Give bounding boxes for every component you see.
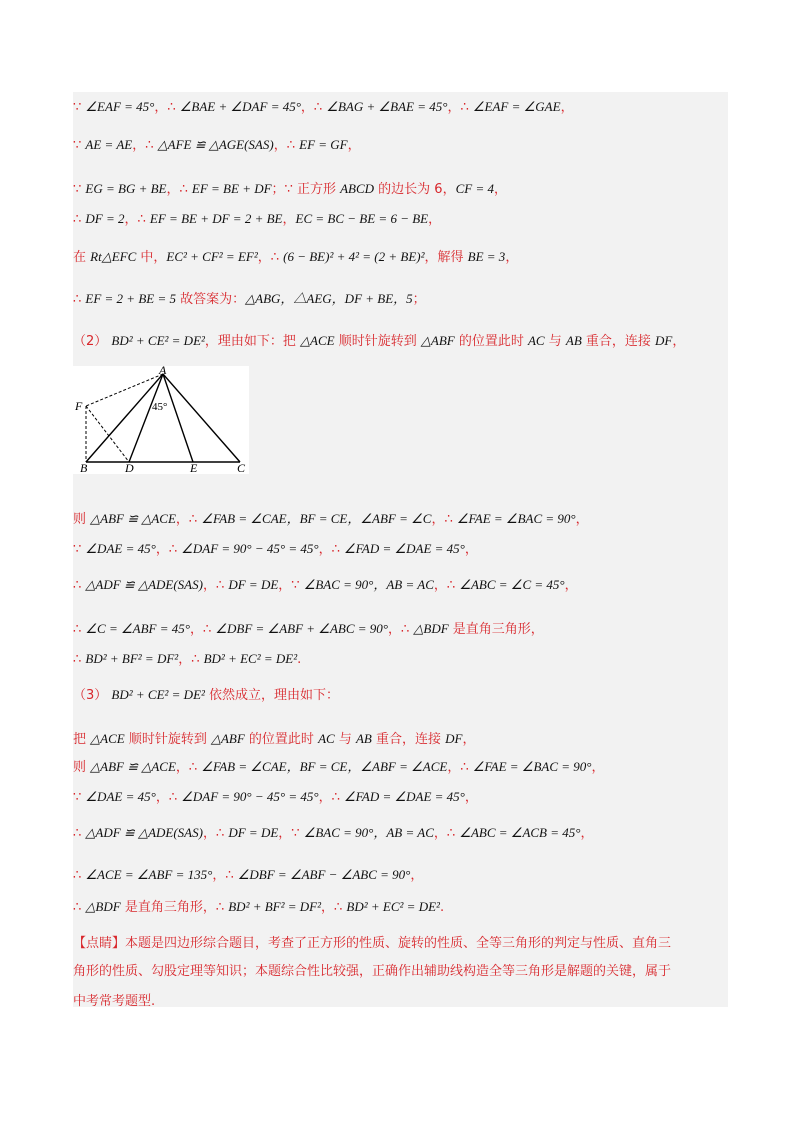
label-angle-45: 45° — [152, 401, 168, 413]
solution-line-5: 在 Rt△EFC 中，EC² + CF² = EF²，∴ (6 − BE)² + 4² = (2 + BE)²，解得 BE = 3， — [73, 249, 519, 265]
solution-line-17: ∴ △ADF ≌ △ADE(SAS)，∴ DF = DE，∵ ∠BAC = 90°，AB = AC，∴ ∠ABC = ∠ACB = 45°， — [73, 825, 594, 841]
segment-ab — [86, 374, 163, 462]
solution-line-11: ∴ ∠C = ∠ABF = 45°，∴ ∠DBF = ∠ABF + ∠ABC = 90°，∴ △BDF 是直角三角形， — [73, 621, 544, 637]
solution-line-14: 把 △ACE 顺时针旋转到 △ABF 的位置此时 AC 与 AB 重合，连接 DF， — [73, 731, 476, 747]
solution-line-4: ∴ DF = 2，∴ EF = BE + DF = 2 + BE，EC = BC − BE = 6 − BE， — [73, 211, 442, 227]
solution-line-15: 则 △ABF ≌ △ACE，∴ ∠FAB = ∠CAE，BF = CE，∠ABF = ∠ACE，∴ ∠FAE = ∠BAC = 90°， — [73, 759, 605, 775]
solution-line-1: ∵ ∠EAF = 45°，∴ ∠BAE + ∠DAF = 45°，∴ ∠BAG + ∠BAE = 45°，∴ ∠EAF = ∠GAE， — [73, 99, 574, 115]
label-b: B — [80, 461, 88, 474]
solution-line-3: ∵ EG = BG + BE，∴ EF = BE + DF；∵ 正方形 ABCD 的边长为 6，CF = 4， — [73, 181, 507, 197]
solution-line-7: （2） BD² + CE² = DE²，理由如下：把 △ACE 顺时针旋转到 △ABF 的位置此时 AC 与 AB 重合，连接 DF， — [73, 333, 686, 349]
segment-ae — [163, 374, 193, 462]
note-line-3: 中考常考题型. — [73, 994, 156, 1009]
solution-line-18: ∴ ∠ACE = ∠ABF = 135°，∴ ∠DBF = ∠ABF − ∠ABC = 90°， — [73, 867, 424, 883]
triangle-diagram — [73, 366, 249, 474]
label-f: F — [75, 399, 83, 413]
segment-ad — [129, 374, 163, 462]
solution-line-8: 则 △ABF ≌ △ACE，∴ ∠FAB = ∠CAE，BF = CE，∠ABF = ∠C，∴ ∠FAE = ∠BAC = 90°， — [73, 511, 589, 527]
note-line-1: 【点睛】本题是四边形综合题目，考查了正方形的性质、旋转的性质、全等三角形的判定与性质、直角三 — [73, 936, 672, 951]
label-d: D — [125, 461, 134, 474]
solution-line-9: ∵ ∠DAE = 45°，∴ ∠DAF = 90° − 45° = 45°，∴ ∠FAD = ∠DAE = 45°， — [73, 541, 478, 557]
label-a: A — [159, 366, 167, 377]
solution-line-13: （3） BD² + CE² = DE² 依然成立，理由如下： — [73, 687, 340, 703]
label-c: C — [237, 461, 246, 474]
geometry-figure — [73, 366, 249, 474]
solution-line-2: ∵ AE = AE，∴ △AFE ≌ △AGE(SAS)，∴ EF = GF， — [73, 137, 361, 153]
solution-line-16: ∵ ∠DAE = 45°，∴ ∠DAF = 90° − 45° = 45°，∴ ∠FAD = ∠DAE = 45°， — [73, 789, 478, 805]
solution-line-12: ∴ BD² + BF² = DF²，∴ BD² + EC² = DE². — [73, 651, 302, 667]
note-line-2: 角形的性质、勾股定理等知识；本题综合性比较强，正确作出辅助线构造全等三角形是解题的关键，属于 — [73, 964, 672, 979]
segment-ac — [163, 374, 240, 462]
label-e: E — [190, 461, 198, 474]
solution-line-19: ∴ △BDF 是直角三角形，∴ BD² + BF² = DF²，∴ BD² + EC² = DE². — [73, 899, 445, 915]
solution-line-6: ∴ EF = 2 + BE = 5 故答案为：△ABG，△AEG，DF + BE，5； — [73, 291, 426, 307]
solution-line-10: ∴ △ADF ≌ △ADE(SAS)，∴ DF = DE，∵ ∠BAC = 90°，AB = AC，∴ ∠ABC = ∠C = 45°， — [73, 577, 578, 593]
